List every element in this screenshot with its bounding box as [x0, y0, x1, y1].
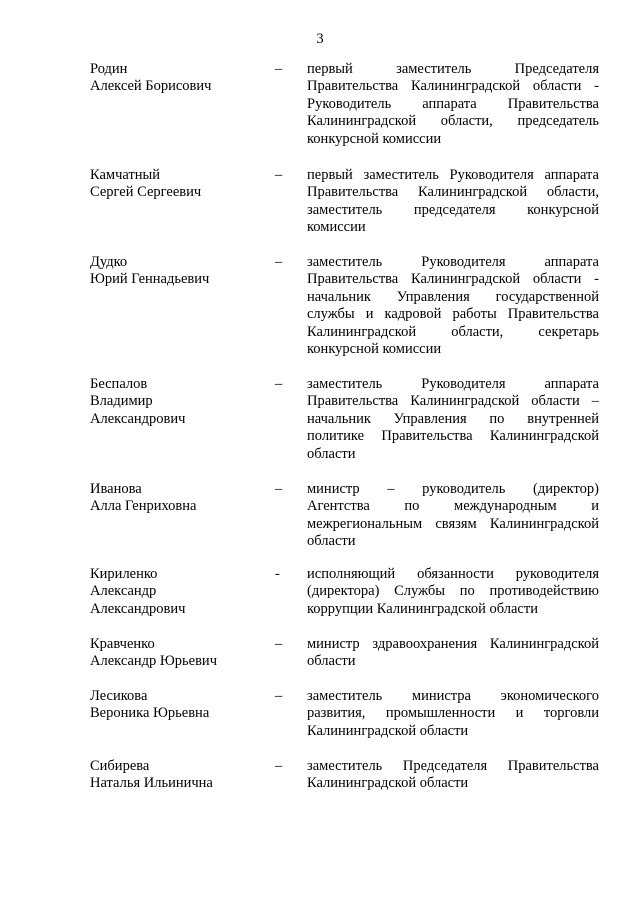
member-position: [307, 566, 599, 618]
member-position-line: заместитель Председателя Правительства: [307, 758, 599, 774]
member-position-line: Правительства Калининградской области –: [307, 393, 599, 410]
member-name-line: Лесикова: [90, 688, 148, 704]
member-name: [90, 566, 260, 618]
member-position-line: первый заместитель Руководителя аппарата: [307, 167, 599, 183]
separator-dash: –: [275, 61, 283, 77]
member-name-line: Иванова: [90, 481, 142, 497]
member-name-line: Александр: [90, 583, 157, 600]
member-name-line: Алексей Борисович: [90, 78, 212, 95]
member-name-line: Дудко: [90, 254, 128, 270]
member-name-line: Юрий Геннадьевич: [90, 271, 210, 288]
member-name: [90, 688, 260, 723]
member-position-line: начальник Управления государственной: [307, 288, 599, 305]
member-position-line: Калининградской области: [307, 775, 469, 792]
separator-dash: –: [275, 688, 283, 704]
member-position-line: заместитель председателя конкурсной: [307, 201, 599, 218]
member-position-line: Калининградской области, председатель: [307, 113, 599, 130]
member-position-line: области: [307, 533, 356, 550]
member-position-line: конкурсной комиссии: [307, 341, 442, 358]
member-position: [307, 167, 599, 237]
member-name-line: Александр Юрьевич: [90, 653, 217, 670]
member-name: [90, 167, 260, 202]
member-position-line: конкурсной комиссии: [307, 130, 442, 147]
member-name-line: Кравченко: [90, 636, 155, 652]
member-name: [90, 481, 260, 516]
separator-dash: –: [275, 758, 283, 774]
separator-dash: -: [275, 566, 280, 582]
member-position-line: комиссии: [307, 219, 366, 236]
member-name-line: Алла Генриховна: [90, 498, 197, 515]
member-position-line: министр – руководитель (директор): [307, 481, 599, 497]
member-name-line: Вероника Юрьевна: [90, 705, 210, 722]
member-name-line: Александрович: [90, 600, 186, 617]
member-position-line: Правительства Калининградской области -: [307, 271, 599, 288]
member-position: [307, 688, 599, 740]
member-position: [307, 254, 599, 358]
member-name-line: Камчатный: [90, 167, 161, 183]
member-position-line: Правительства Калининградской области -: [307, 78, 599, 95]
member-name: [90, 758, 260, 793]
member-position: [307, 481, 599, 551]
member-position-line: исполняющий обязанности руководителя: [307, 566, 599, 582]
member-position-line: Правительства Калининградской области,: [307, 184, 599, 201]
member-position-line: Калининградской области, секретарь: [307, 323, 599, 340]
member-position-line: первый заместитель Председателя: [307, 61, 599, 77]
member-name-line: Наталья Ильинична: [90, 775, 213, 792]
member-position: [307, 758, 599, 793]
member-position-line: развития, промышленности и торговли: [307, 705, 599, 722]
member-position: [307, 636, 599, 671]
member-name-line: Кириленко: [90, 566, 158, 582]
member-position-line: Агентства по международным и: [307, 498, 599, 515]
member-name-line: Владимир: [90, 393, 153, 410]
member-position-line: заместитель Руководителя аппарата: [307, 254, 599, 270]
page-number: 3: [316, 31, 324, 47]
member-name-line: Сергей Сергеевич: [90, 184, 202, 201]
member-position: [307, 376, 599, 463]
member-position-line: области: [307, 653, 356, 670]
member-position-line: Руководитель аппарата Правительства: [307, 95, 599, 112]
member-position-line: заместитель Руководителя аппарата: [307, 376, 599, 392]
member-name: [90, 254, 260, 289]
separator-dash: –: [275, 167, 283, 183]
member-position-line: Калининградской области: [307, 722, 469, 739]
separator-dash: –: [275, 254, 283, 270]
member-position-line: службы и кадровой работы Правительства: [307, 306, 599, 323]
member-position-line: заместитель министра экономического: [307, 688, 599, 704]
member-name-line: Сибирева: [90, 758, 150, 774]
member-name-line: Родин: [90, 61, 128, 77]
member-position-line: начальник Управления по внутренней: [307, 410, 599, 427]
separator-dash: –: [275, 481, 283, 497]
member-name-line: Александрович: [90, 410, 186, 427]
member-name: [90, 376, 260, 428]
member-position-line: политике Правительства Калининградской: [307, 428, 599, 445]
member-position-line: министр здравоохранения Калининградской: [307, 636, 599, 652]
member-name-line: Беспалов: [90, 376, 148, 392]
separator-dash: –: [275, 636, 283, 652]
member-position-line: области: [307, 445, 356, 462]
member-position-line: коррупции Калининградской области: [307, 600, 538, 617]
member-name: [90, 61, 260, 96]
separator-dash: –: [275, 376, 283, 392]
member-position: [307, 61, 599, 148]
member-position-line: межрегиональным связям Калининградской: [307, 515, 599, 532]
member-position-line: (директора) Службы по противодействию: [307, 583, 599, 600]
member-name: [90, 636, 260, 671]
